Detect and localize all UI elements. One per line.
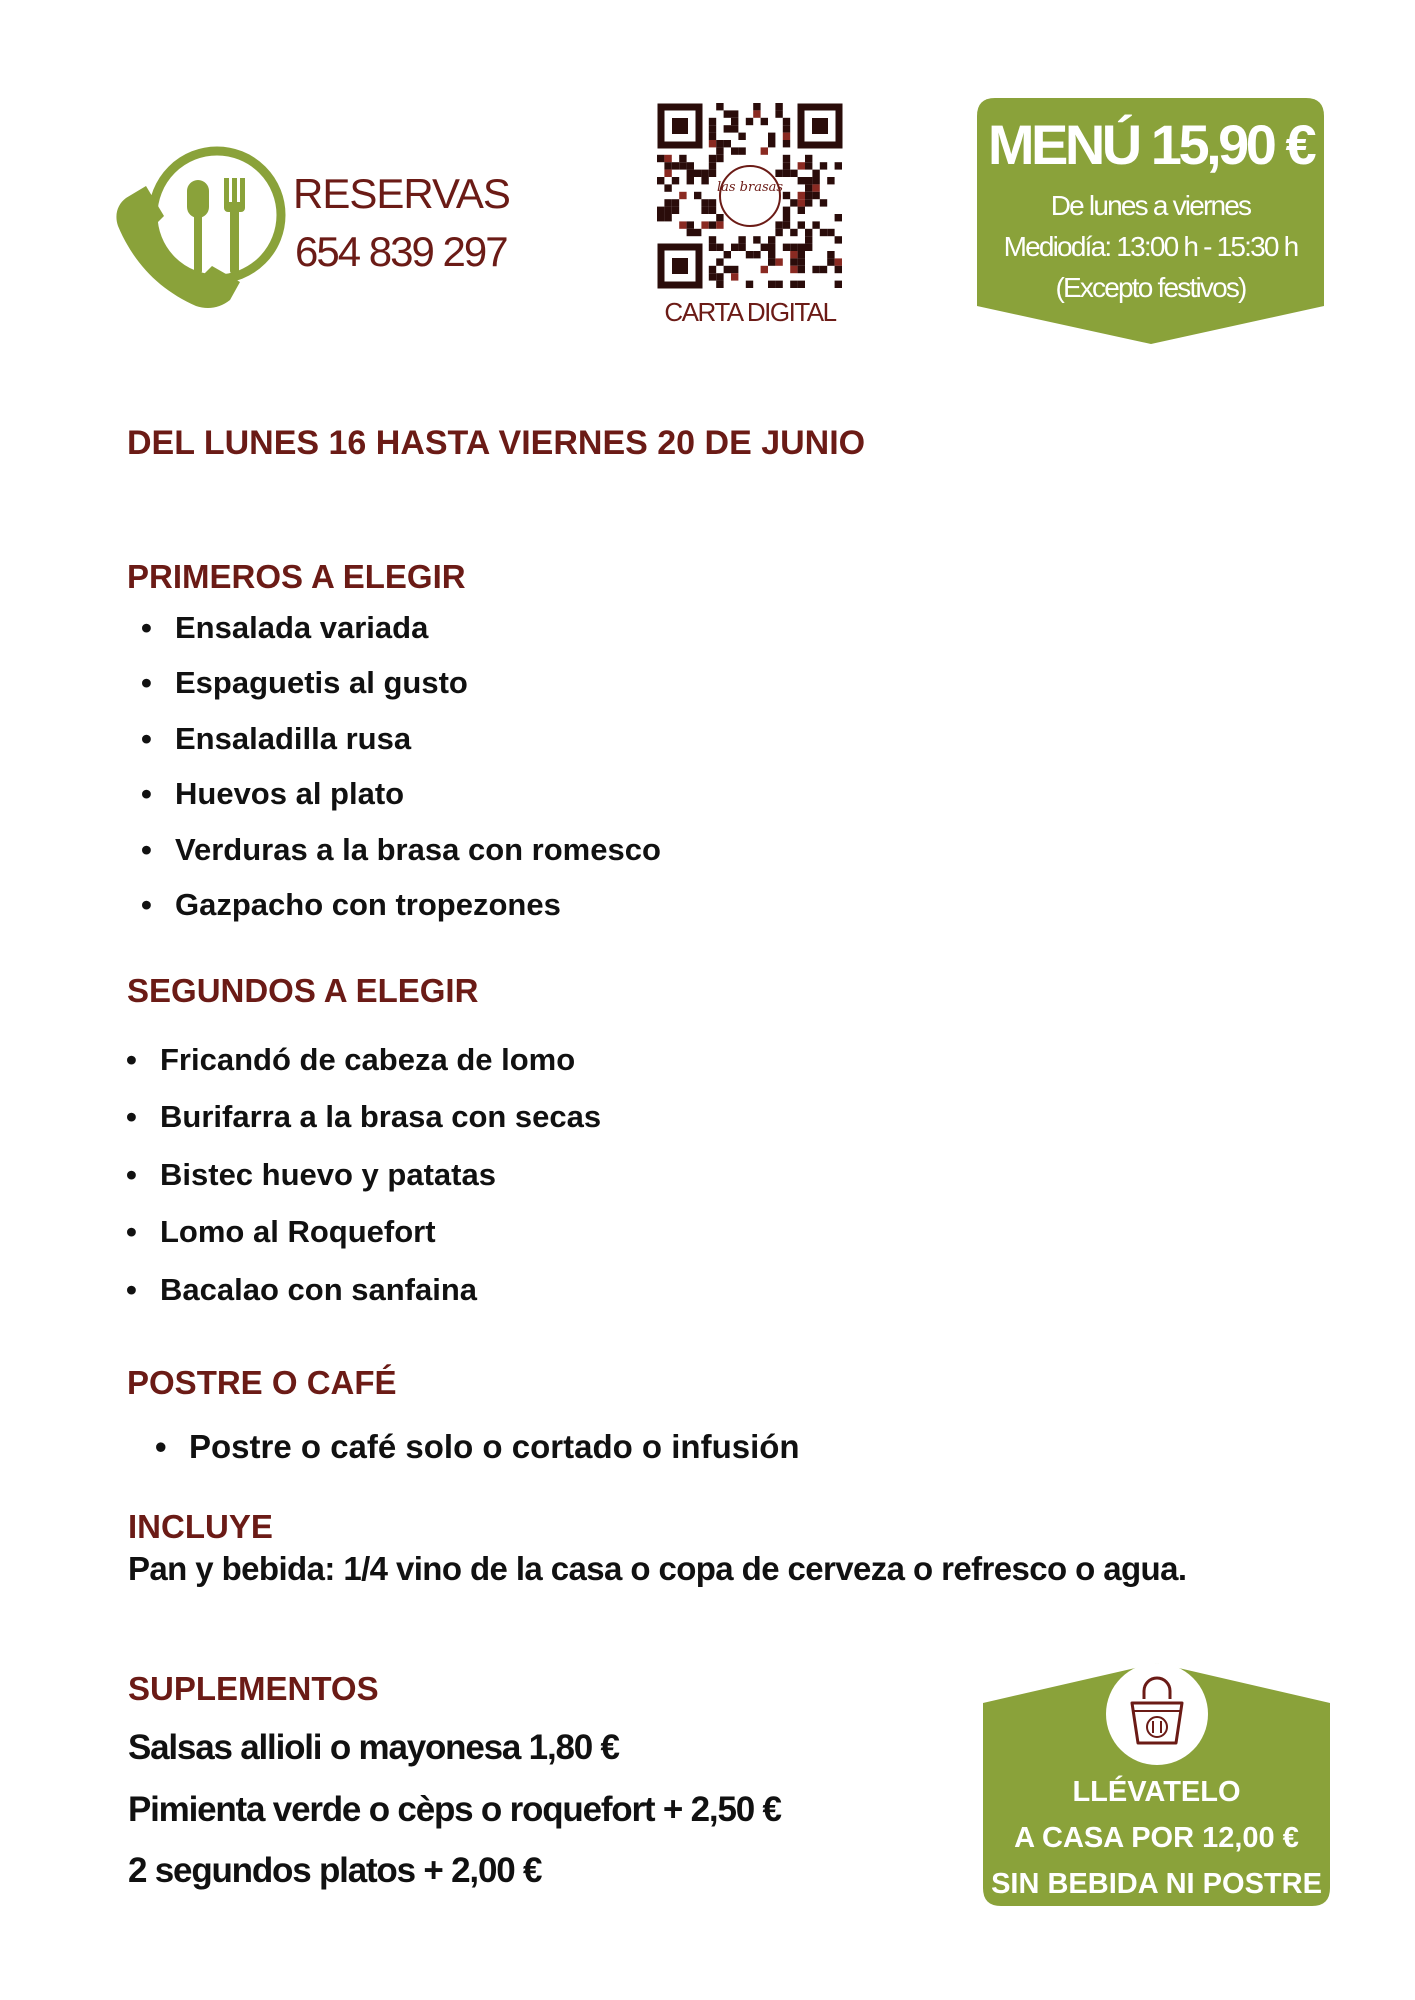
suplementos-title: SUPLEMENTOS: [128, 1670, 379, 1707]
takeaway-line3: SIN BEBIDA NI POSTRE: [991, 1868, 1322, 1900]
incluye-text: Pan y bebida: 1/4 vino de la casa o copa de cerveza o refresco o agua.: [128, 1550, 1187, 1587]
list-item: • Lomo al Roquefort: [160, 1214, 436, 1250]
list-item: • Bacalao con sanfaina: [160, 1272, 477, 1308]
price-note: (Excepto festivos): [1055, 272, 1246, 303]
qr-caption: CARTA DIGITAL: [664, 297, 836, 327]
list-item: • Gazpacho con tropezones: [175, 887, 561, 923]
supplement-item: Salsas allioli o mayonesa 1,80 €: [128, 1728, 619, 1767]
segundos-title: SEGUNDOS A ELEGIR: [127, 972, 479, 1009]
reservations-label: RESERVAS: [293, 170, 510, 217]
primeros-title: PRIMEROS A ELEGIR: [127, 558, 466, 595]
phone-cutlery-icon: [112, 140, 287, 310]
list-item: • Huevos al plato: [175, 776, 404, 812]
takeaway-bag-icon: [1106, 1663, 1208, 1765]
list-item: • Burifarra a la brasa con secas: [160, 1099, 601, 1135]
price-badge: [977, 98, 1324, 344]
list-item: • Espaguetis al gusto: [175, 665, 468, 701]
incluye-title: INCLUYE: [128, 1508, 273, 1545]
postre-title: POSTRE O CAFÉ: [127, 1364, 397, 1401]
list-item: • Fricandó de cabeza de lomo: [160, 1042, 575, 1078]
qr-logo-text: las brasas: [716, 180, 784, 195]
supplement-item: Pimienta verde o cèps o roquefort + 2,50 €: [128, 1790, 781, 1829]
takeaway-line2: A CASA POR 12,00 €: [1014, 1822, 1299, 1854]
price-hours: Mediodía: 13:00 h - 15:30 h: [1003, 231, 1298, 262]
date-heading: DEL LUNES 16 HASTA VIERNES 20 DE JUNIO: [127, 424, 866, 462]
takeaway-line1: LLÉVATELO: [1072, 1776, 1241, 1808]
list-item: • Bistec huevo y patatas: [160, 1157, 496, 1193]
supplement-item: 2 segundos platos + 2,00 €: [128, 1851, 542, 1890]
list-item: • Ensaladilla rusa: [175, 721, 411, 757]
list-item: • Postre o café solo o cortado o infusión: [189, 1428, 800, 1466]
price-days: De lunes a viernes: [1050, 190, 1251, 221]
list-item: • Ensalada variada: [175, 610, 428, 646]
list-item: • Verduras a la brasa con romesco: [175, 832, 661, 868]
qr-code-icon[interactable]: [657, 103, 843, 289]
price-title: MENÚ 15,90 €: [987, 113, 1314, 176]
reservations-phone[interactable]: 654 839 297: [295, 228, 507, 275]
takeaway-badge: [983, 1663, 1330, 1906]
